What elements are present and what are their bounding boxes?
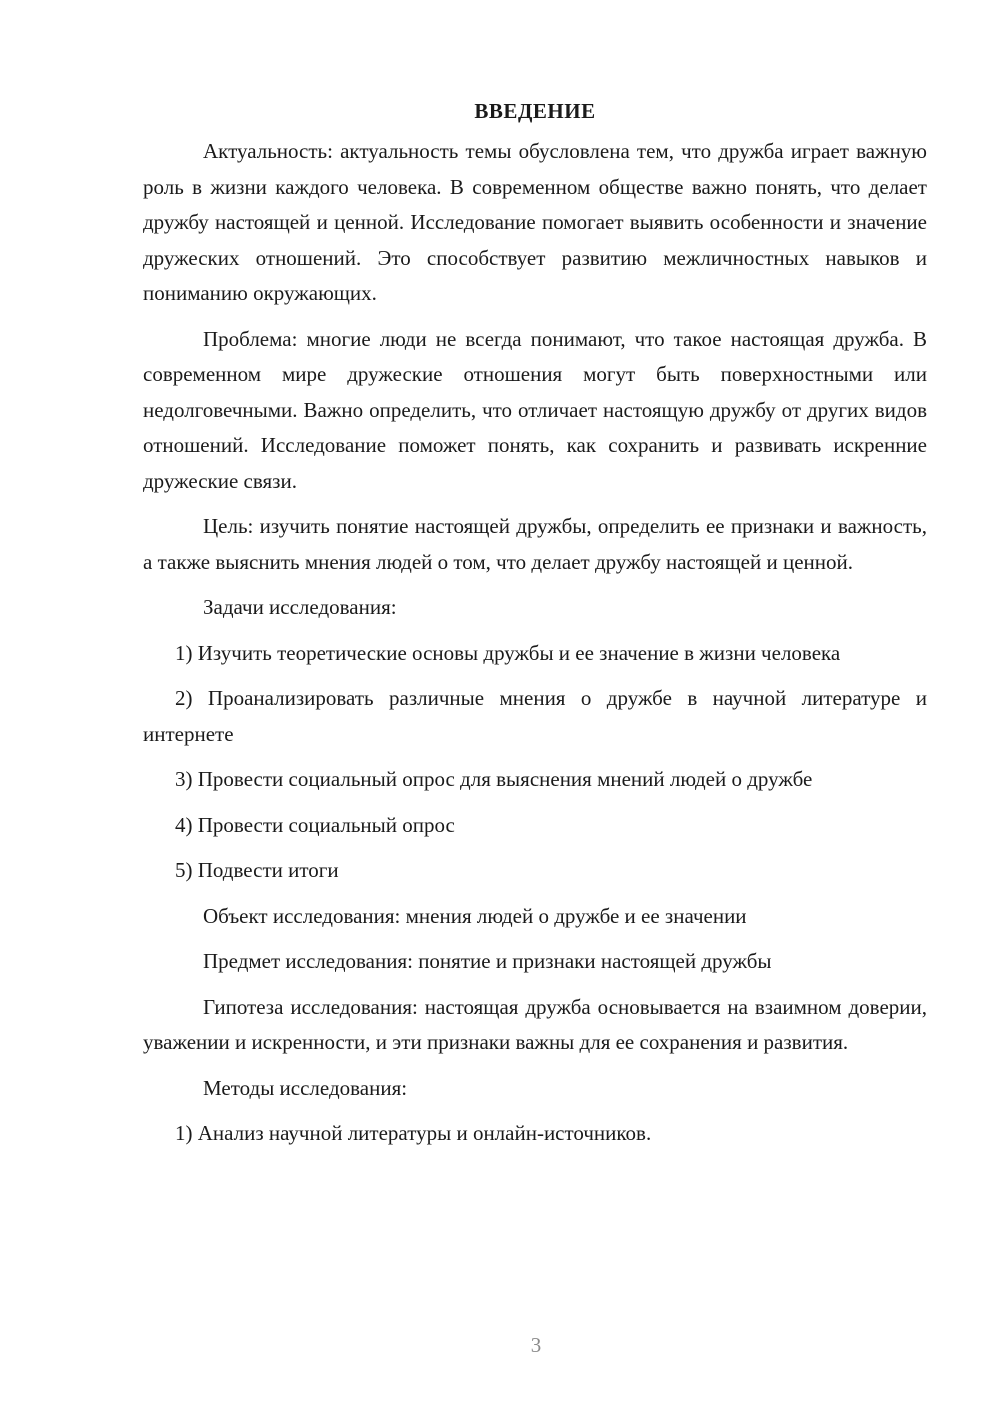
methods-heading: Методы исследования:: [203, 1075, 408, 1100]
task-item: 4) Провести социальный опрос: [175, 812, 455, 837]
subject-paragraph: Предмет исследования: понятие и признаки настоящей дружбы: [203, 949, 772, 973]
task-item: 5) Подвести итоги: [175, 858, 339, 882]
goal-paragraph: Цель: изучить понятие настоящей дружбы, определить ее признаки и важность, а также выяснить мнения людей о том, что делает дружбу настоящей и ценной.: [143, 514, 927, 574]
tasks-heading: Задачи исследования:: [203, 595, 397, 619]
object-paragraph: Объект исследования: мнения людей о дружбе и ее значении: [203, 903, 747, 928]
method-item: 1) Анализ научной литературы и онлайн-источников.: [175, 1121, 652, 1145]
task-item: 3) Провести социальный опрос для выяснения мнений людей о дружбе: [175, 767, 813, 791]
page-content: [143, 96, 927, 1162]
relevance-paragraph: Актуальность: актуальность темы обусловлена тем, что дружба играет важную роль в жизни каждого человека. В современном обществе важно понять, что делает дружбу настоящей и ценной. Исследование помогает выявить особенности и значение дружеских отношений. Это способствует развитию межличностных навыков и пониманию окружающих.: [143, 139, 927, 305]
page-title: ВВЕДЕНИЕ: [474, 99, 596, 123]
page-number: 3: [530, 1333, 542, 1357]
problem-paragraph: Проблема: многие люди не всегда понимают, что такое настоящая дружба. В современном мире дружеские отношения могут быть поверхностными или недолговечными. Важно определить, что отличает настоящую дружбу от других видов отношений. Исследование поможет понять, как сохранить и развивать искренние дружеские связи.: [143, 326, 927, 493]
hypothesis-paragraph: Гипотеза исследования: настоящая дружба основывается на взаимном доверии, уважении и искренности, и эти признаки важны для ее сохранения и развития.: [143, 994, 927, 1054]
task-item: 1) Изучить теоретические основы дружбы и ее значение в жизни человека: [175, 640, 841, 665]
task-item: 2) Проанализировать различные мнения о дружбе в научной литературе и интернете: [143, 686, 927, 746]
